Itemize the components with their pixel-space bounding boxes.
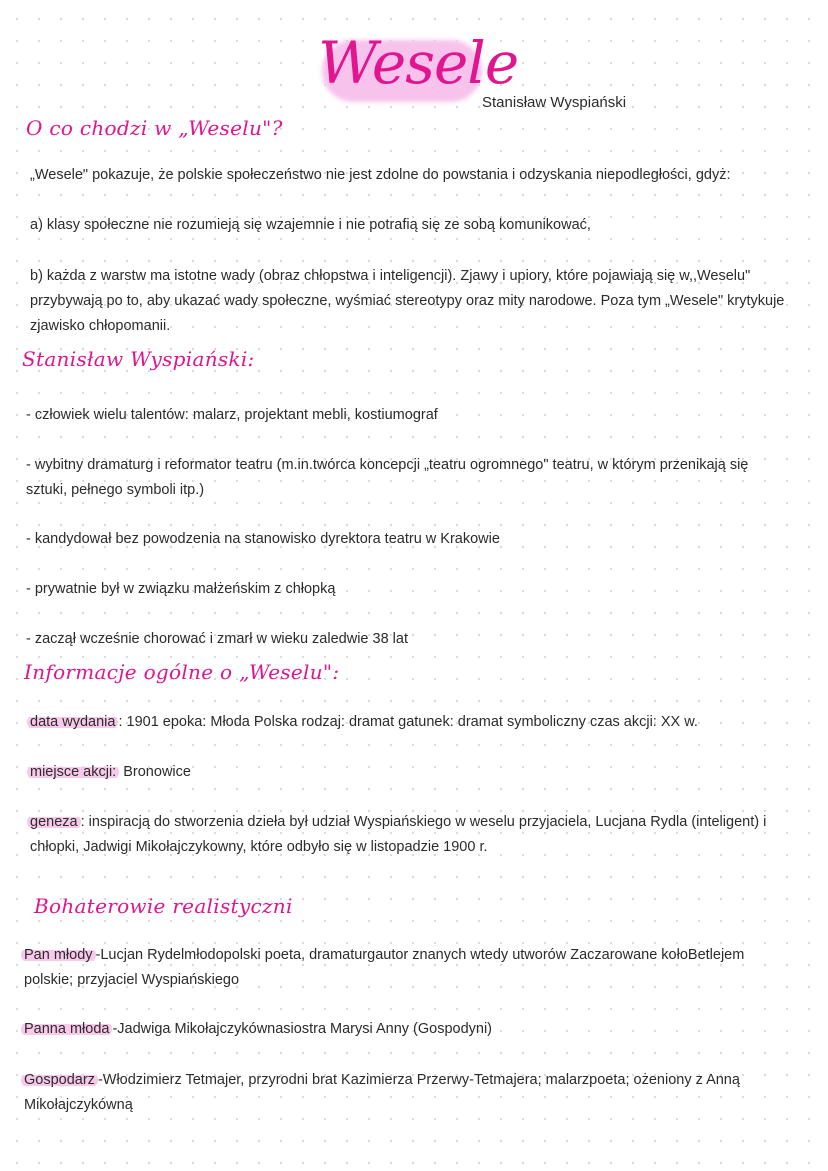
- page-title: Wesele: [318, 29, 519, 97]
- point-b: b) każda z warstw ma istotne wady (obraz chłopstwa i inteligencji). Zjawy i upiory, które pojawiają się w,,Weselu" przybywają po to, aby ukazać wady społeczne, wyśmiać stereotypy oraz mity narodowe. Poza tym „Wesele" krytykuje zjawisko chłopomanii.: [30, 268, 785, 334]
- bio-item: - prywatnie był w związku małżeńskim z chłopką: [26, 581, 336, 597]
- title-block: [318, 18, 519, 108]
- value-gospodarz: -Włodzimierz Tetmajer, przyrodni brat Kazimierza Przerwy-Tetmajera; malarzpoeta; ożeniony z Anną Mikołajczykówną: [24, 1072, 740, 1113]
- section-heading-bohaterowie: Bohaterowie realistyczni: [34, 894, 293, 918]
- character-pan-mlody: [24, 943, 794, 993]
- bio-item: - wybitny dramaturg i reformator teatru (m.in.twórca koncepcji „teatru ogromnego" teatru, w którym przenikają się sztuki, pełnego symboli itp.): [26, 457, 749, 498]
- label-data-wydania: data wydania: [27, 714, 118, 730]
- section-heading-o-co-chodzi: O co chodzi w „Weselu"?: [26, 116, 283, 140]
- label-miejsce-akcji: miejsce akcji:: [27, 764, 119, 780]
- info-data-wydania: [30, 710, 800, 735]
- bio-item: - kandydował bez powodzenia na stanowisko dyrektora teatru w Krakowie: [26, 531, 500, 547]
- character-panna-mloda: [24, 1017, 794, 1042]
- label-panna-mloda: Panna młoda: [21, 1021, 112, 1037]
- value-data-wydania: : 1901 epoka: Młoda Polska rodzaj: dramat gatunek: dramat symboliczny czas akcji: XX w.: [118, 714, 698, 730]
- bio-item: - człowiek wielu talentów: malarz, projektant mebli, kostiumograf: [26, 407, 438, 423]
- label-pan-mlody: Pan młody: [21, 947, 96, 963]
- author-name: Stanisław Wyspiański: [482, 94, 627, 111]
- point-a: a) klasy społeczne nie rozumieją się wzajemnie i nie potrafią się ze sobą komunikować,: [30, 217, 591, 233]
- section-heading-wyspianski: Stanisław Wyspiański:: [22, 347, 255, 371]
- info-geneza: [30, 810, 790, 860]
- intro-paragraph: „Wesele" pokazuje, że polskie społeczeństwo nie jest zdolne do powstania i odzyskania niepodległości, gdyż:: [30, 167, 731, 183]
- value-geneza: : inspiracją do stworzenia dzieła był udział Wyspiańskiego w weselu przyjaciela, Lucjana Rydla (inteligent) i chłopki, Jadwigi Mikołajczykowny, które odbyło się w listopadzie 1900 r.: [30, 814, 767, 855]
- value-miejsce-akcji: Bronowice: [119, 764, 191, 780]
- info-miejsce-akcji: [30, 760, 800, 785]
- label-gospodarz: Gospodarz: [21, 1072, 98, 1088]
- value-pan-mlody: -Lucjan Rydelmłodopolski poeta, dramaturgautor znanych wtedy utworów Zaczarowane kołoBetlejem polskie; przyjaciel Wyspiańskiego: [24, 947, 745, 988]
- section-heading-informacje: Informacje ogólne o „Weselu":: [24, 660, 340, 684]
- bio-item: - zaczął wcześnie chorować i zmarł w wieku zaledwie 38 lat: [26, 631, 408, 647]
- label-geneza: geneza: [27, 814, 81, 830]
- character-gospodarz: [24, 1068, 794, 1118]
- value-panna-mloda: -Jadwiga Mikołajczykównasiostra Marysi Anny (Gospodyni): [112, 1021, 493, 1037]
